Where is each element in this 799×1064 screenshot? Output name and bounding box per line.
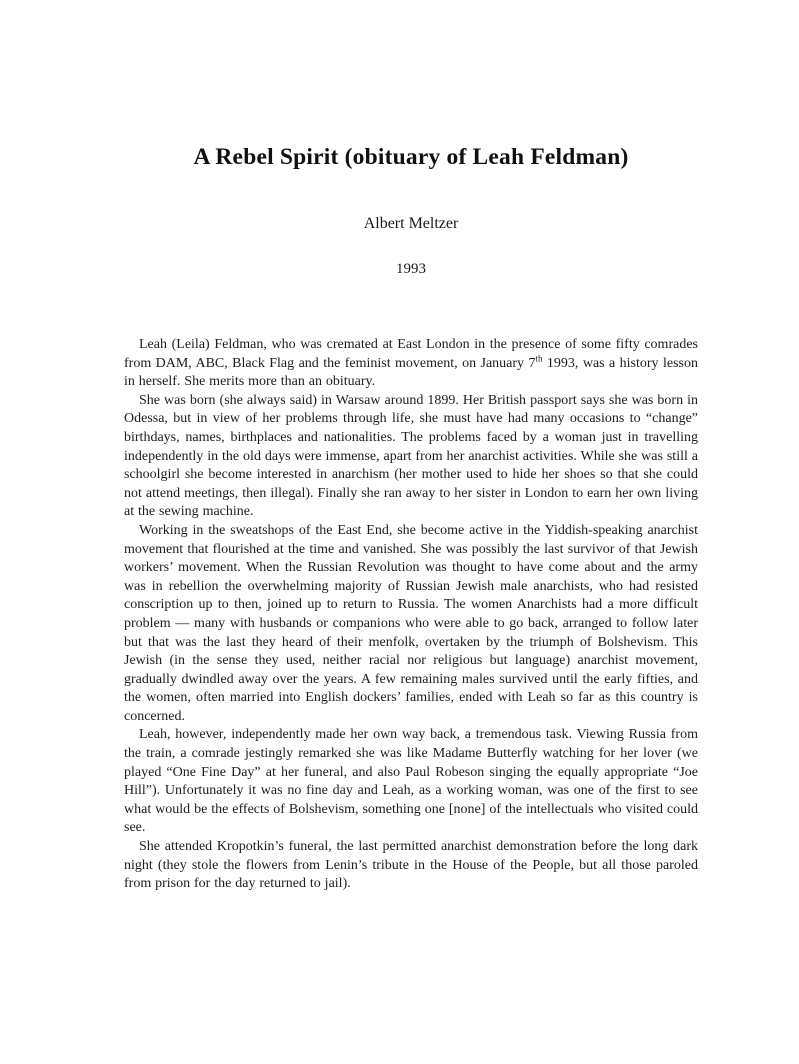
body-paragraph bbox=[124, 726, 698, 838]
body-paragraph bbox=[124, 336, 698, 392]
article-title: A Rebel Spirit (obituary of Leah Feldman) bbox=[193, 144, 629, 170]
paragraph-text: She was born (she always said) in Warsaw around 1899. Her British passport says she was born in Odessa, but in view of her problems through life, she must have had many occasions to “change” birthdays, names, birthplaces and nationalities. The problems faced by a woman just in travelling independently in the old days were immense, apart from her anarchist activities. While she was still a schoolgirl she become interested in anarchism (her mother used to hide her shoes so that she could not attend meetings, then illegal). Finally she ran away to her sister in London to earn her own living at the sewing machine. bbox=[124, 392, 698, 520]
paragraph-text: Leah (Leila) Feldman, who was cremated at East London in the presence of some fifty comrades from DAM, ABC, Black Flag and the feminist movement, on January 7 bbox=[124, 337, 698, 371]
article bbox=[124, 0, 698, 894]
article-date: 1993 bbox=[396, 261, 426, 277]
article-body bbox=[124, 336, 698, 894]
paragraph-text: Working in the sweatshops of the East End, she become active in the Yiddish-speaking anarchist movement that flourished at the time and vanished. She was possibly the last survivor of that Jewish workers’ movement. When the Russian Revolution was thought to have come about and the army was in rebellion the overwhelming majority of Russian Jewish male anarchists, who had resisted conscription up to then, joined up to return to Russia. The women Anarchists had a more difficult problem — many with husbands or companions who were able to go back, arranged to follow later but that was the last they heard of their menfolk, overtaken by the triumph of Bolshevism. This Jewish (in the sense they used, neither racial nor religious but language) anarchist movement, gradually dwindled away over the years. A few remaining males survived until the early fifties, and the women, often married into English dockers’ families, ended with Leah so far as this country is concerned. bbox=[124, 522, 698, 724]
paragraph-text: She attended Kropotkin’s funeral, the last permitted anarchist demonstration before the long dark night (they stole the flowers from Lenin’s tribute in the House of the People, but all those paroled from prison for the day returned to jail). bbox=[124, 839, 698, 892]
paragraph-text: Leah, however, independently made her own way back, a tremendous task. Viewing Russia from the train, a comrade jestingly remarked she was like Madame Butterfly watching for her lover (we played “One Fine Day” at her funeral, and also Paul Robeson singing the equally appropriate “Joe Hill”). Unfortunately it was no fine day and Leah, as a working woman, was one of the first to see what would be the effects of Bolshevism, something one [none] of the intellectuals who visited could see. bbox=[124, 727, 698, 836]
superscript-text: th bbox=[535, 352, 543, 363]
body-paragraph bbox=[124, 522, 698, 727]
body-paragraph bbox=[124, 392, 698, 522]
body-paragraph bbox=[124, 838, 698, 894]
article-author: Albert Meltzer bbox=[363, 215, 459, 232]
paragraph-text: 1993, was a history lesson in herself. She merits more than an obituary. bbox=[124, 355, 698, 390]
